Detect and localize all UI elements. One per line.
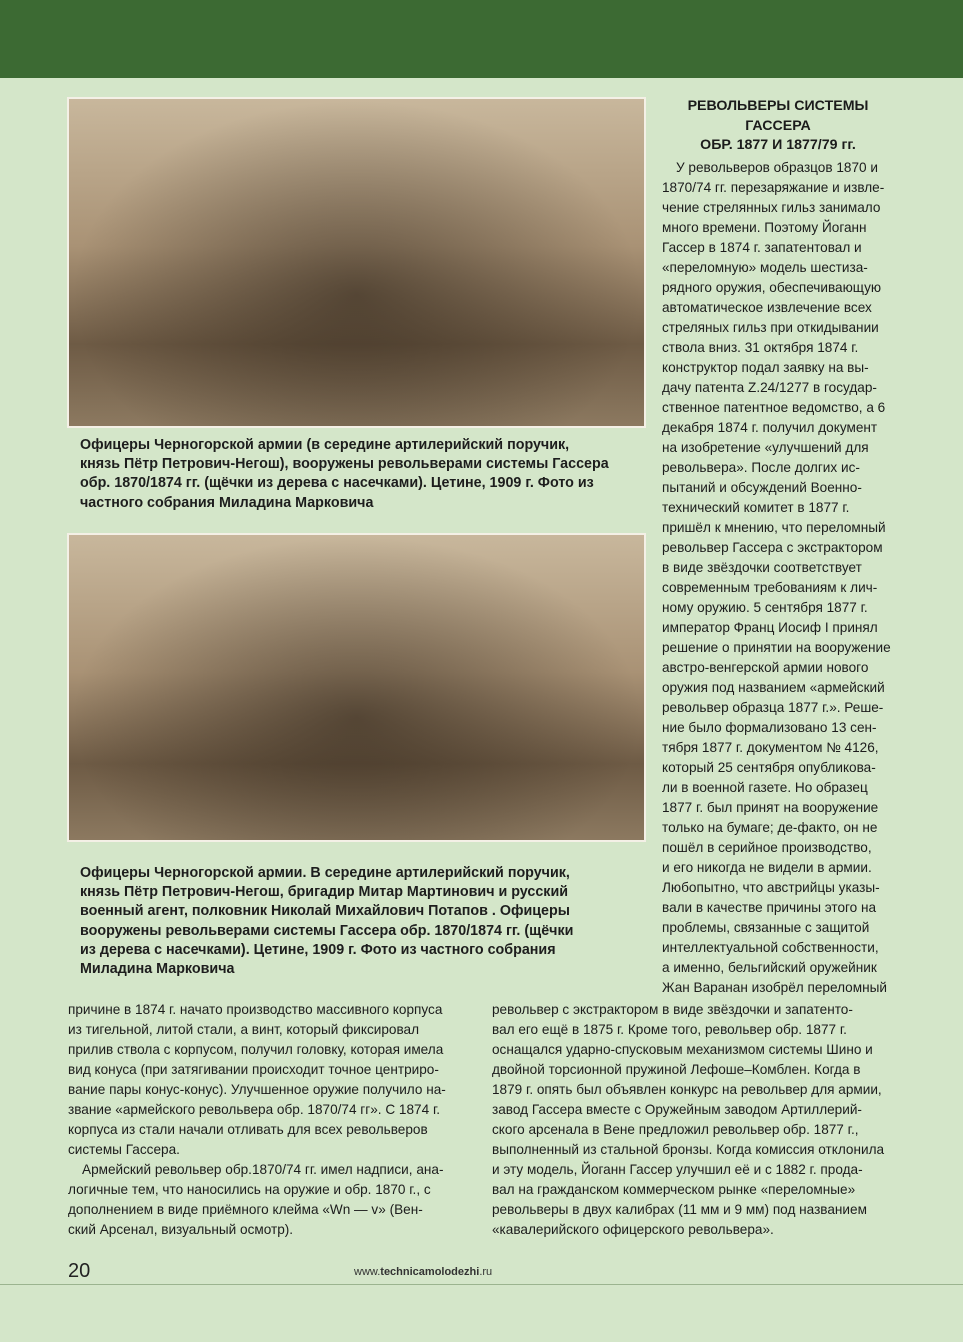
- url-brand: technicamolodezhi: [380, 1266, 480, 1278]
- text-line: «кавалерийского офицерского револьвера».: [492, 1222, 774, 1237]
- text-line: Жан Варанан изобрёл переломный: [662, 980, 887, 995]
- text-line: только на бумаге; де-факто, он не: [662, 820, 878, 835]
- text-line: 1870/74 гг. перезаряжание и извле-: [662, 180, 885, 195]
- text-line: ственное патентное ведомство, а 6: [662, 400, 886, 415]
- text-line: тября 1877 г. документом № 4126,: [662, 740, 879, 755]
- text-line: пытаний и обсуждений Военно-: [662, 480, 862, 495]
- caption-line: частного собрания Миладина Марковича: [80, 494, 374, 511]
- text-line: автоматическое извлечение всех: [662, 300, 872, 315]
- text-line: 1877 г. был принят на вооружение: [662, 800, 879, 815]
- caption-line: Миладина Марковича: [80, 961, 235, 978]
- top-color-bar: [0, 0, 963, 78]
- article-heading: [660, 97, 896, 156]
- text-line: рядного оружия, обеспечивающую: [662, 280, 882, 295]
- photo-1-caption: [80, 436, 650, 513]
- text-line: вал на гражданском коммерческом рынке «переломные»: [492, 1182, 856, 1197]
- text-line: «переломную» модель шестиза-: [662, 260, 868, 275]
- heading-line: ГАССЕРА: [745, 117, 811, 134]
- caption-line: обр. 1870/1874 гг. (щёчки из дерева с насечками). Цетине, 1909 г. Фото из: [80, 475, 594, 492]
- right-column-text: [662, 158, 900, 998]
- text-line: и его никогда не видели в армии.: [662, 860, 872, 875]
- text-line: решение о принятии на вооружение: [662, 640, 891, 655]
- text-line: корпуса из стали начали отливать для всех револьверов: [68, 1122, 428, 1137]
- url-suffix: .ru: [479, 1266, 493, 1278]
- text-line: логичные тем, что наносились на оружие и обр. 1870 г., с: [68, 1182, 431, 1197]
- text-line: револьвера». После долгих ис-: [662, 460, 860, 475]
- text-line: много времени. Поэтому Йоганн: [662, 220, 867, 235]
- text-line: декабря 1874 г. получил документ: [662, 420, 878, 435]
- text-line: стреляных гильз при откидывании: [662, 320, 879, 335]
- caption-line: Офицеры Черногорской армии. В середине артилерийский поручик,: [80, 865, 570, 881]
- site-url[interactable]: [354, 1266, 492, 1278]
- text-line: в виде звёздочки соответствует: [662, 560, 862, 575]
- photo-2-caption: [80, 864, 650, 979]
- heading-line: РЕВОЛЬВЕРЫ СИСТЕМЫ: [687, 98, 869, 114]
- caption-line: из дерева с насечками). Цетине, 1909 г. Фото из частного собрания: [80, 941, 556, 958]
- text-line: ского арсенала в Вене предложил револьвер обр. 1877 г.,: [492, 1122, 859, 1137]
- bottom-right-column-text: [492, 1000, 902, 1240]
- text-line: револьверы в двух калибрах (11 мм и 9 мм) под названием: [492, 1202, 867, 1217]
- footer-divider: [0, 1284, 963, 1285]
- text-line: вание пары конус-конус). Улучшенное оружие получило на-: [68, 1082, 446, 1097]
- text-line: Армейский револьвер обр.1870/74 гг. имел надписи, ана-: [82, 1162, 444, 1177]
- text-line: ствола вниз. 31 октября 1874 г.: [662, 340, 859, 355]
- text-line: дачу патента Z.24/1277 в государ-: [662, 380, 877, 395]
- text-line: оружия под названием «армейский: [662, 680, 885, 695]
- text-line: 1879 г. опять был объявлен конкурс на револьвер для армии,: [492, 1082, 882, 1097]
- caption-line: князь Пётр Петрович-Негош, бригадир Митар Мартинович и русский: [80, 884, 569, 901]
- officers-photo-2: [67, 533, 646, 842]
- text-line: ли в военной газете. Но образец: [662, 780, 868, 795]
- text-line: и эту модель, Йоганн Гассер улучшил её и с 1882 г. прода-: [492, 1162, 863, 1177]
- text-line: завод Гассера вместе с Оружейным заводом Артиллерий-: [492, 1102, 862, 1117]
- text-line: Гассер в 1874 г. запатентовал и: [662, 240, 862, 255]
- text-line: вал его ещё в 1875 г. Кроме того, револьвер обр. 1877 г.: [492, 1022, 847, 1037]
- url-prefix: www.: [354, 1266, 381, 1278]
- text-line: У револьверов образцов 1870 и: [676, 160, 878, 175]
- text-line: из тигельной, литой стали, а винт, который фиксировал: [68, 1022, 420, 1037]
- text-line: пошёл в серийное производство,: [662, 840, 872, 855]
- text-line: звание «армейского револьвера обр. 1870/74 гг». С 1874 г.: [68, 1102, 441, 1117]
- text-line: ному оружию. 5 сентября 1877 г.: [662, 600, 868, 615]
- text-line: револьвер образца 1877 г.». Реше-: [662, 700, 884, 715]
- text-line: конструктор подал заявку на вы-: [662, 360, 869, 375]
- text-line: который 25 сентября опубликова-: [662, 760, 876, 775]
- heading-line: ОБР. 1877 И 1877/79 гг.: [700, 137, 856, 153]
- text-line: современным требованиям к лич-: [662, 580, 878, 595]
- caption-line: вооружены револьверами системы Гассера обр. 1870/1874 гг. (щёчки: [80, 922, 574, 939]
- caption-line: Офицеры Черногорской армии (в середине артилерийский поручик,: [80, 437, 570, 453]
- text-line: технический комитет в 1877 г.: [662, 500, 850, 515]
- text-line: Любопытно, что австрийцы указы-: [662, 880, 880, 895]
- text-line: дополнением в виде приёмного клейма «Wn — v» (Вен-: [68, 1202, 423, 1217]
- page-number: 20: [68, 1260, 91, 1282]
- text-line: пришёл к мнению, что переломный: [662, 520, 886, 535]
- text-line: ский Арсенал, визуальный осмотр).: [68, 1222, 294, 1237]
- text-line: проблемы, связанные с защитой: [662, 920, 870, 935]
- caption-line: князь Пётр Петрович-Негош), вооружены револьверами системы Гассера: [80, 456, 609, 473]
- bottom-left-column-text: [68, 1000, 478, 1240]
- text-line: на изобретение «улучшений для: [662, 440, 869, 455]
- text-line: револьвер с экстрактором в виде звёздочки и запатенто-: [492, 1002, 853, 1017]
- text-line: оснащался ударно-спусковым механизмом системы Шино и: [492, 1042, 873, 1057]
- officers-photo-1: [67, 97, 646, 428]
- text-line: интеллектуальной собственности,: [662, 940, 879, 955]
- text-line: вали в качестве причины этого на: [662, 900, 877, 915]
- text-line: вид конуса (при затягивании происходит точное центриро-: [68, 1062, 439, 1077]
- text-line: системы Гассера.: [68, 1142, 180, 1157]
- text-line: причине в 1874 г. начато производство массивного корпуса: [68, 1002, 443, 1017]
- text-line: австро-венгерской армии нового: [662, 660, 869, 675]
- text-line: двойной торсионной пружиной Лефоше–Комблен. Когда в: [492, 1062, 861, 1077]
- text-line: а именно, бельгийский оружейник: [662, 960, 877, 975]
- text-line: ние было формализовано 13 сен-: [662, 720, 877, 735]
- text-line: револьвер Гассера с экстрактором: [662, 540, 883, 555]
- caption-line: военный агент, полковник Николай Михайлович Потапов . Офицеры: [80, 903, 570, 920]
- text-line: выполненный из стальной бронзы. Когда комиссия отклонила: [492, 1142, 885, 1157]
- text-line: чение стрелянных гильз занимало: [662, 200, 881, 215]
- text-line: император Франц Иосиф I принял: [662, 620, 878, 635]
- text-line: прилив ствола с корпусом, получил головку, которая имела: [68, 1042, 444, 1057]
